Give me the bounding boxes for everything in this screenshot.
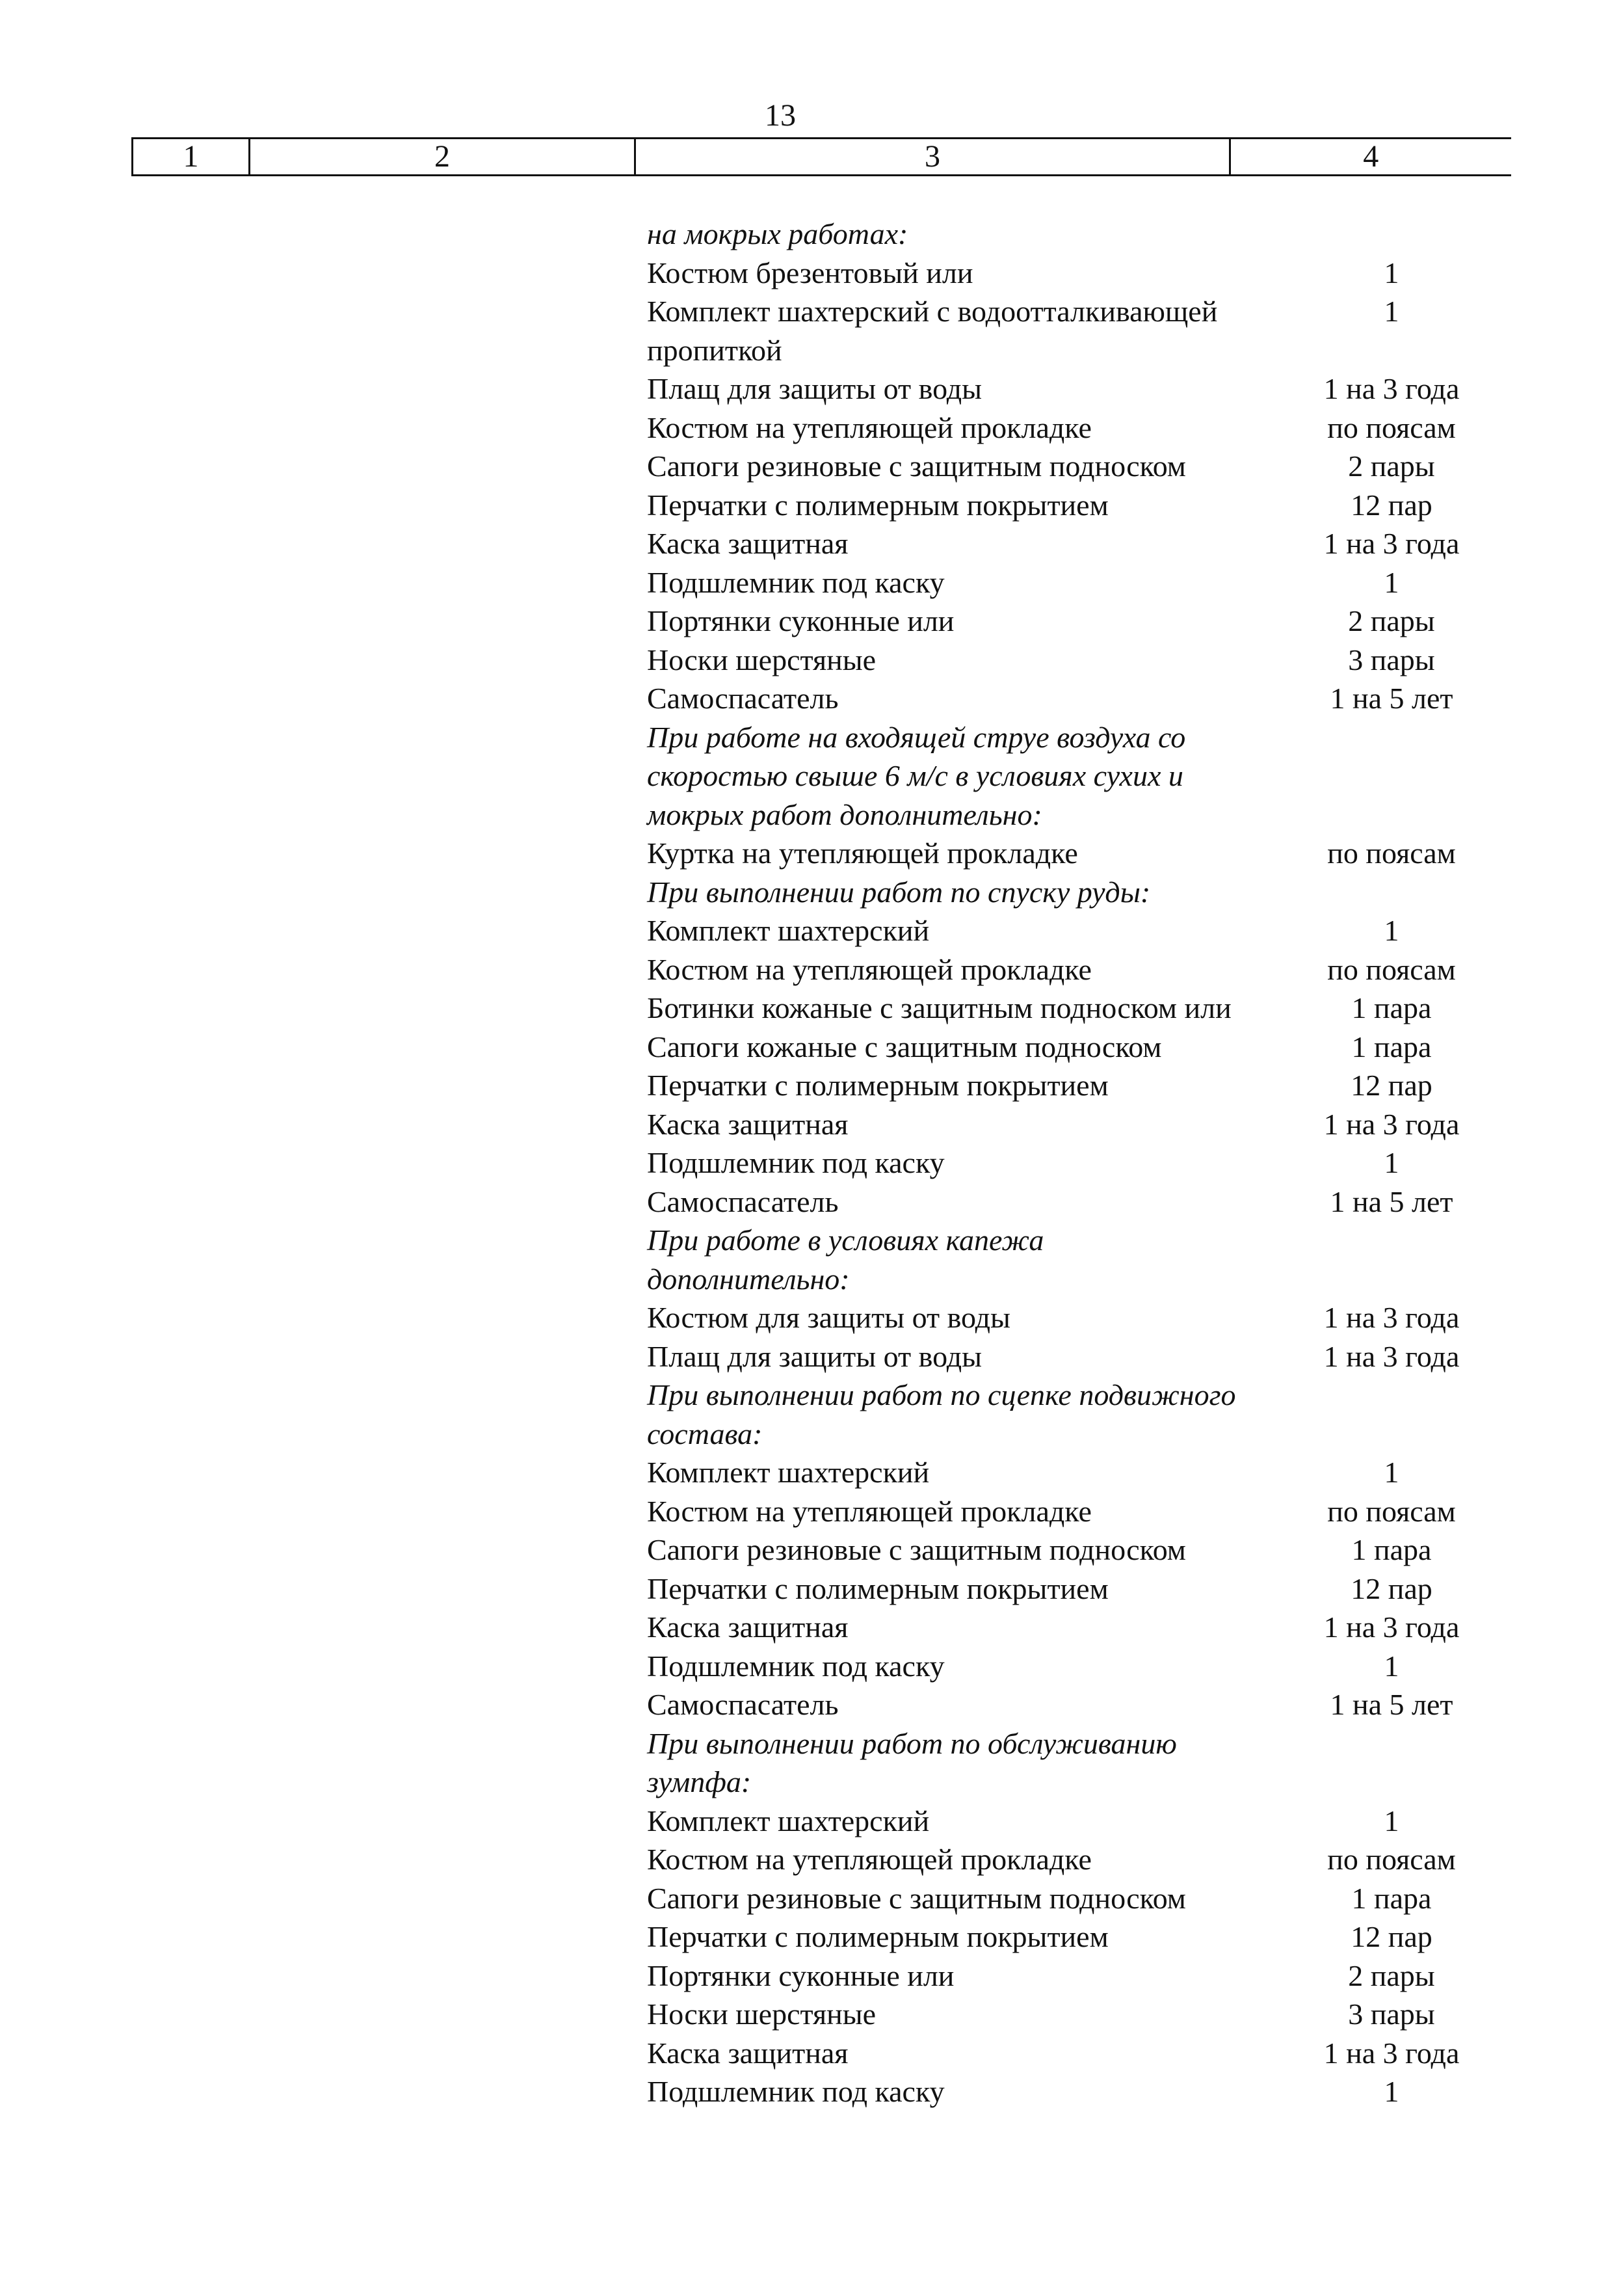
list-item — [0, 254, 1623, 293]
item-quantity: 1 — [1384, 256, 1399, 289]
item-name: Ботинки кожаные с защитным подноском или — [647, 991, 1232, 1024]
column-header-table — [131, 137, 1511, 176]
list-item — [0, 1492, 1623, 1531]
item-quantity: 12 пар — [1351, 1920, 1432, 1953]
item-name: Перчатки с полимерным покрытием — [647, 1571, 1109, 1605]
section-heading-text: При выполнении работ по обслуживанию зумпфа: — [647, 1726, 1177, 1798]
list-item — [0, 911, 1623, 950]
item-name: Сапоги резиновые с защитным подноском — [647, 1533, 1186, 1566]
item-quantity: 1 — [1384, 2075, 1399, 2108]
item-quantity: 1 — [1384, 1456, 1399, 1489]
list-item — [0, 1182, 1623, 1221]
list-item — [0, 1956, 1623, 1996]
list-item — [0, 486, 1623, 525]
list-item — [0, 2034, 1623, 2073]
list-item — [0, 1917, 1623, 1956]
item-quantity: по поясам — [1327, 410, 1456, 444]
item-quantity: 1 на 3 года — [1323, 2036, 1460, 2070]
item-name: Плащ для защиты от воды — [647, 372, 983, 405]
list-item — [0, 408, 1623, 447]
item-quantity: 1 — [1384, 1804, 1399, 1837]
item-name: Перчатки с полимерным покрытием — [647, 488, 1109, 522]
list-item — [0, 1298, 1623, 1337]
item-quantity: 1 — [1384, 914, 1399, 947]
item-quantity: по поясам — [1327, 836, 1456, 870]
item-quantity: 12 пар — [1351, 1571, 1432, 1605]
item-quantity: 3 пары — [1348, 643, 1435, 676]
section-heading-text: При работе на входящей струе воздуха со скоростью свыше 6 м/с в условиях сухих и мокрых работ дополнительно: — [647, 720, 1186, 831]
item-name: Костюм на утепляющей прокладке — [647, 1494, 1092, 1528]
item-name: Самоспасатель — [647, 1688, 839, 1721]
item-name: Куртка на утепляющей прокладке — [647, 836, 1078, 870]
list-item — [0, 1608, 1623, 1647]
item-name: Комплект шахтерский — [647, 1804, 930, 1837]
list-item — [0, 1066, 1623, 1105]
item-name: Комплект шахтерский — [647, 914, 930, 947]
item-quantity: 1 на 5 лет — [1330, 1688, 1453, 1721]
list-item — [0, 1647, 1623, 1686]
list-item — [0, 1685, 1623, 1724]
list-item — [0, 989, 1623, 1028]
item-quantity: 12 пар — [1351, 1069, 1432, 1102]
item-name: Костюм на утепляющей прокладке — [647, 1843, 1092, 1876]
item-name: Носки шерстяные — [647, 1997, 877, 2031]
page-number: 13 — [765, 98, 796, 133]
item-name: Плащ для защиты от воды — [647, 1339, 983, 1373]
section-heading — [0, 718, 1623, 834]
item-quantity: 1 пара — [1351, 991, 1432, 1024]
item-quantity: по поясам — [1327, 1494, 1456, 1528]
item-quantity: 1 на 3 года — [1323, 1107, 1460, 1141]
item-name: Каска защитная — [647, 1107, 849, 1141]
item-quantity: 1 — [1384, 295, 1399, 328]
item-quantity: 1 на 3 года — [1323, 1339, 1460, 1373]
item-name: Каска защитная — [647, 2036, 849, 2070]
list-item — [0, 369, 1623, 408]
item-quantity: по поясам — [1327, 1843, 1456, 1876]
item-name: Каска защитная — [647, 1610, 849, 1644]
section-heading — [0, 1724, 1623, 1802]
item-name: Сапоги кожаные с защитным подноском — [647, 1030, 1162, 1063]
column-header-3: 3 — [635, 139, 1230, 176]
item-name: Самоспасатель — [647, 682, 839, 715]
item-name: Подшлемник под каску — [647, 2075, 945, 2108]
protective-equipment-list — [0, 215, 1623, 2111]
section-heading — [0, 215, 1623, 254]
item-quantity: 1 на 5 лет — [1330, 1184, 1453, 1218]
item-name: Подшлемник под каску — [647, 1146, 945, 1179]
list-item — [0, 950, 1623, 989]
item-quantity: 1 на 5 лет — [1330, 682, 1453, 715]
item-name: Костюм для защиты от воды — [647, 1301, 1010, 1334]
list-item — [0, 1879, 1623, 1918]
column-header-1: 1 — [133, 139, 250, 176]
item-name: Комплект шахтерский с водоотталкивающей пропиткой — [647, 295, 1218, 367]
item-name: Сапоги резиновые с защитным подноском — [647, 449, 1186, 483]
section-heading-text: При выполнении работ по спуску руды: — [647, 875, 1151, 909]
item-quantity: 1 на 3 года — [1323, 1301, 1460, 1334]
item-quantity: 2 пары — [1348, 449, 1435, 483]
item-name: Перчатки с полимерным покрытием — [647, 1069, 1109, 1102]
item-quantity: по поясам — [1327, 952, 1456, 986]
section-heading-text: При работе в условиях капежа дополнительно: — [647, 1223, 1044, 1296]
item-name: Самоспасатель — [647, 1184, 839, 1218]
list-item — [0, 292, 1623, 369]
item-quantity: 2 пары — [1348, 1958, 1435, 1992]
item-name: Подшлемник под каску — [647, 565, 945, 599]
list-item — [0, 524, 1623, 563]
list-item — [0, 1337, 1623, 1376]
item-name: Перчатки с полимерным покрытием — [647, 1920, 1109, 1953]
list-item — [0, 679, 1623, 718]
column-header-row — [133, 139, 1511, 176]
item-name: Каска защитная — [647, 527, 849, 560]
item-name: Костюм на утепляющей прокладке — [647, 952, 1092, 986]
list-item — [0, 1028, 1623, 1067]
list-item — [0, 1802, 1623, 1841]
item-name: Подшлемник под каску — [647, 1649, 945, 1683]
list-item — [0, 447, 1623, 486]
section-heading-text: на мокрых работах: — [647, 217, 908, 250]
list-item — [0, 1995, 1623, 2034]
item-name: Костюм на утепляющей прокладке — [647, 410, 1092, 444]
list-item — [0, 1530, 1623, 1569]
item-name: Портянки суконные или — [647, 1958, 955, 1992]
item-quantity: 1 на 3 года — [1323, 372, 1460, 405]
item-quantity: 1 на 3 года — [1323, 1610, 1460, 1644]
item-quantity: 2 пары — [1348, 604, 1435, 637]
list-item — [0, 641, 1623, 680]
list-item — [0, 563, 1623, 602]
item-quantity: 1 — [1384, 565, 1399, 599]
item-name: Носки шерстяные — [647, 643, 877, 676]
list-item — [0, 1453, 1623, 1492]
section-heading — [0, 1221, 1623, 1298]
item-quantity: 1 пара — [1351, 1533, 1432, 1566]
item-quantity: 12 пар — [1351, 488, 1432, 522]
list-item — [0, 1105, 1623, 1144]
item-quantity: 1 на 3 года — [1323, 527, 1460, 560]
list-item — [0, 1840, 1623, 1879]
item-name: Сапоги резиновые с защитным подноском — [647, 1881, 1186, 1915]
list-item — [0, 2072, 1623, 2111]
item-quantity: 1 пара — [1351, 1030, 1432, 1063]
column-header-2: 2 — [250, 139, 635, 176]
column-header-4: 4 — [1230, 139, 1511, 176]
section-heading — [0, 1376, 1623, 1453]
section-heading-text: При выполнении работ по сцепке подвижного состава: — [647, 1378, 1236, 1450]
item-quantity: 1 пара — [1351, 1881, 1432, 1915]
item-name: Портянки суконные или — [647, 604, 955, 637]
list-item — [0, 602, 1623, 641]
item-quantity: 1 — [1384, 1146, 1399, 1179]
list-item — [0, 1569, 1623, 1609]
item-quantity: 3 пары — [1348, 1997, 1435, 2031]
item-name: Комплект шахтерский — [647, 1456, 930, 1489]
section-heading — [0, 873, 1623, 912]
item-quantity: 1 — [1384, 1649, 1399, 1683]
list-item — [0, 1143, 1623, 1182]
item-name: Костюм брезентовый или — [647, 256, 973, 289]
list-item — [0, 834, 1623, 873]
